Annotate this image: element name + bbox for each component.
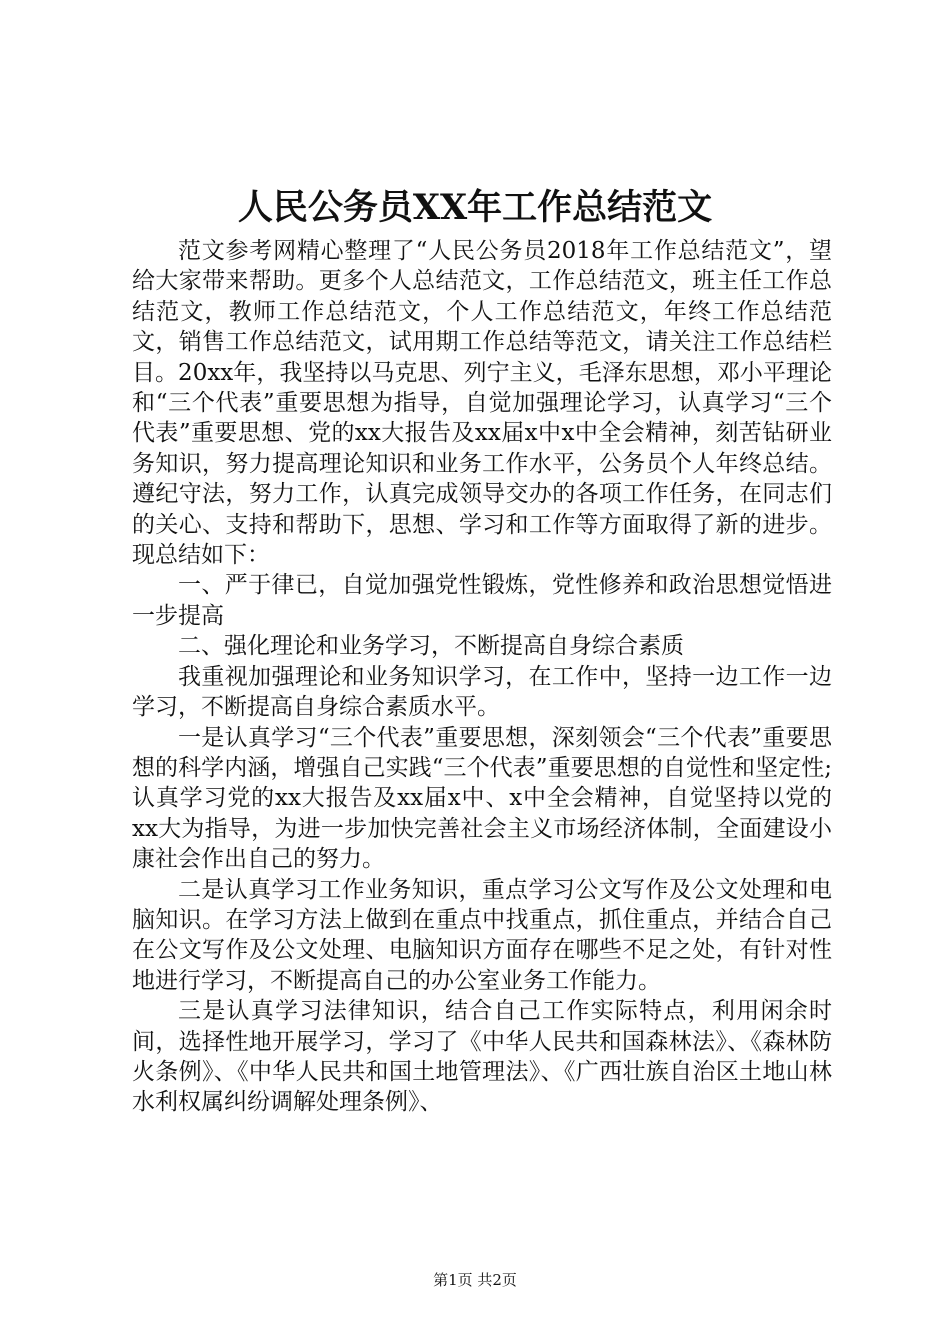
paragraph-point-3: 三是认真学习法律知识，结合自己工作实际特点，利用闲余时间，选择性地开展学习，学习了《中华人民共和国森林法》、《森林防火条例》、《中华人民共和国土地管理法》、《广西壮族自治区土地山林水利权属纠纷调解处理条例》、	[132, 998, 832, 1116]
document-title: 人民公务员XX年工作总结范文	[237, 187, 713, 228]
document-body	[132, 236, 832, 1118]
paragraph-study: 我重视加强理论和业务知识学习，在工作中，坚持一边工作一边学习，不断提高自身综合素质水平。	[132, 663, 832, 721]
paragraph-point-2: 二是认真学习工作业务知识，重点学习公文写作及公文处理和电脑知识。在学习方法上做到在重点中找重点，抓住重点，并结合自己在公文写作及公文处理、电脑知识方面存在哪些不足之处，有针对性地进行学习，不断提高自己的办公室业务工作能力。	[132, 876, 832, 994]
paragraph-section-1: 一、严于律已，自觉加强党性锻炼，党性修养和政治思想觉悟进一步提高	[132, 572, 832, 629]
paragraph-point-1: 一是认真学习“三个代表”重要思想，深刻领会“三个代表”重要思想的科学内涵，增强自己实践“三个代表”重要思想的自觉性和坚定性;认真学习党的xx大报告及xx届x中、x中全会精神，自觉坚持以党的xx大为指导，为进一步加快完善社会主义市场经济体制，全面建设小康社会作出自己的努力。	[132, 724, 832, 873]
paragraph-section-2: 二、强化理论和业务学习，不断提高自身综合素质	[178, 633, 684, 660]
paragraph-intro: 范文参考网精心整理了“人民公务员2018年工作总结范文”，望给大家带来帮助。更多个人总结范文，工作总结范文，班主任工作总结范文，教师工作总结范文，个人工作总结范文，年终工作总结范文，销售工作总结范文，试用期工作总结等范文，请关注工作总结栏目。20xx年，我坚持以马克思、列宁主义，毛泽东思想，邓小平理论和“三个代表”重要思想为指导，自觉加强理论学习，认真学习“三个代表”重要思想、党的xx大报告及xx届x中x中全会精神，刻苦钻研业务知识，努力提高理论知识和业务工作水平，公务员个人年终总结。遵纪守法，努力工作，认真完成领导交办的各项工作任务，在同志们的关心、支持和帮助下，思想、学习和工作等方面取得了新的进步。现总结如下：	[132, 238, 832, 569]
page-number-footer: 第1页 共2页	[433, 1271, 517, 1289]
